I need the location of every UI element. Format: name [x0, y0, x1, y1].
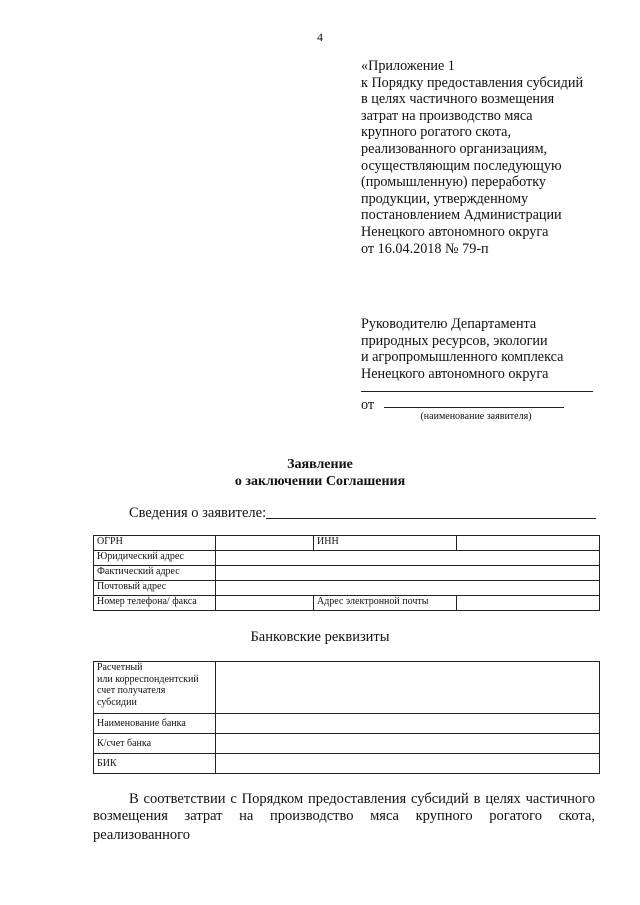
- account-label-line: субсидии: [97, 696, 137, 708]
- appendix-line: «Приложение 1: [361, 58, 455, 74]
- table-row: [94, 536, 600, 551]
- account-cell[interactable]: [216, 662, 600, 714]
- appendix-line: к Порядку предоставления субсидий: [361, 74, 584, 91]
- appendix-line: (промышленную) переработку: [361, 174, 546, 191]
- legal-address-cell[interactable]: [216, 551, 600, 566]
- table-row: [94, 566, 600, 581]
- table-row: [94, 754, 600, 774]
- bik-cell[interactable]: [216, 754, 600, 774]
- body-paragraph-line: возмещения затрат на производство мяса крупного рогатого скота, реализованного: [93, 808, 595, 843]
- addressee-line: Ненецкого автономного округа: [361, 365, 549, 382]
- bank-table: [93, 661, 600, 774]
- applicant-table: [93, 535, 600, 611]
- table-row: [94, 596, 600, 611]
- table-row: [94, 734, 600, 754]
- account-label: [94, 662, 216, 714]
- addressee-line: природных ресурсов, экологии: [361, 332, 548, 349]
- appendix-line: затрат на производство мяса: [361, 107, 533, 124]
- appendix-line: в целях частичного возмещения: [361, 91, 555, 108]
- phone-fax-label: Номер телефона/ факса: [94, 596, 216, 611]
- table-row: [94, 662, 600, 714]
- bank-name-label: Наименование банка: [94, 714, 216, 734]
- postal-address-cell[interactable]: [216, 581, 600, 596]
- postal-address-label: Почтовый адрес: [94, 581, 216, 596]
- phone-fax-cell[interactable]: [216, 596, 314, 611]
- appendix-line: Ненецкого автономного округа: [361, 223, 549, 240]
- bank-name-cell[interactable]: [216, 714, 600, 734]
- document-title: Заявление: [287, 457, 353, 472]
- account-label-line: или корреспондентский: [97, 673, 199, 685]
- bik-label: БИК: [94, 754, 216, 774]
- inn-label: ИНН: [314, 536, 457, 551]
- email-label: Адрес электронной почты: [314, 596, 457, 611]
- table-row: [94, 714, 600, 734]
- bank-details-title: Банковские реквизиты: [250, 629, 390, 645]
- actual-address-cell[interactable]: [216, 566, 600, 581]
- account-label-line: счет получателя: [97, 685, 166, 696]
- appendix-header: [361, 58, 631, 257]
- ogrn-value-cell[interactable]: [216, 536, 314, 551]
- table-row: [94, 581, 600, 596]
- table-row: [94, 551, 600, 566]
- applicant-hint: (наименование заявителя): [420, 411, 532, 422]
- applicant-info-label: Сведения о заявителе:: [129, 505, 267, 521]
- account-label-line: Расчетный: [97, 662, 143, 673]
- applicant-info-line: [266, 518, 596, 519]
- actual-address-label: Фактический адрес: [94, 566, 216, 581]
- from-label: от: [361, 397, 375, 413]
- addressee-line: Руководителю Департамента: [361, 316, 537, 332]
- ogrn-label: ОГРН: [94, 536, 216, 551]
- appendix-line: постановлением Администрации: [361, 207, 562, 224]
- appendix-line: реализованного организациям,: [361, 140, 548, 157]
- blank-line: [361, 391, 593, 392]
- body-paragraph-line: В соответствии с Порядком предоставления субсидий в целях частичного: [129, 791, 595, 807]
- page-number: 4: [317, 30, 323, 44]
- appendix-line: продукции, утвержденному: [361, 190, 529, 207]
- inn-value-cell[interactable]: [457, 536, 600, 551]
- applicant-name-line: [384, 407, 564, 408]
- corr-account-cell[interactable]: [216, 734, 600, 754]
- addressee-line: и агропромышленного комплекса: [361, 349, 564, 366]
- legal-address-label: Юридический адрес: [94, 551, 216, 566]
- corr-account-label: К/счет банка: [94, 734, 216, 754]
- addressee-block: [361, 316, 631, 382]
- email-cell[interactable]: [457, 596, 600, 611]
- appendix-line: крупного рогатого скота,: [361, 124, 512, 141]
- appendix-line: осуществляющим последующую: [361, 157, 562, 174]
- appendix-line: от 16.04.2018 № 79-п: [361, 240, 489, 257]
- document-subtitle: о заключении Соглашения: [234, 474, 406, 489]
